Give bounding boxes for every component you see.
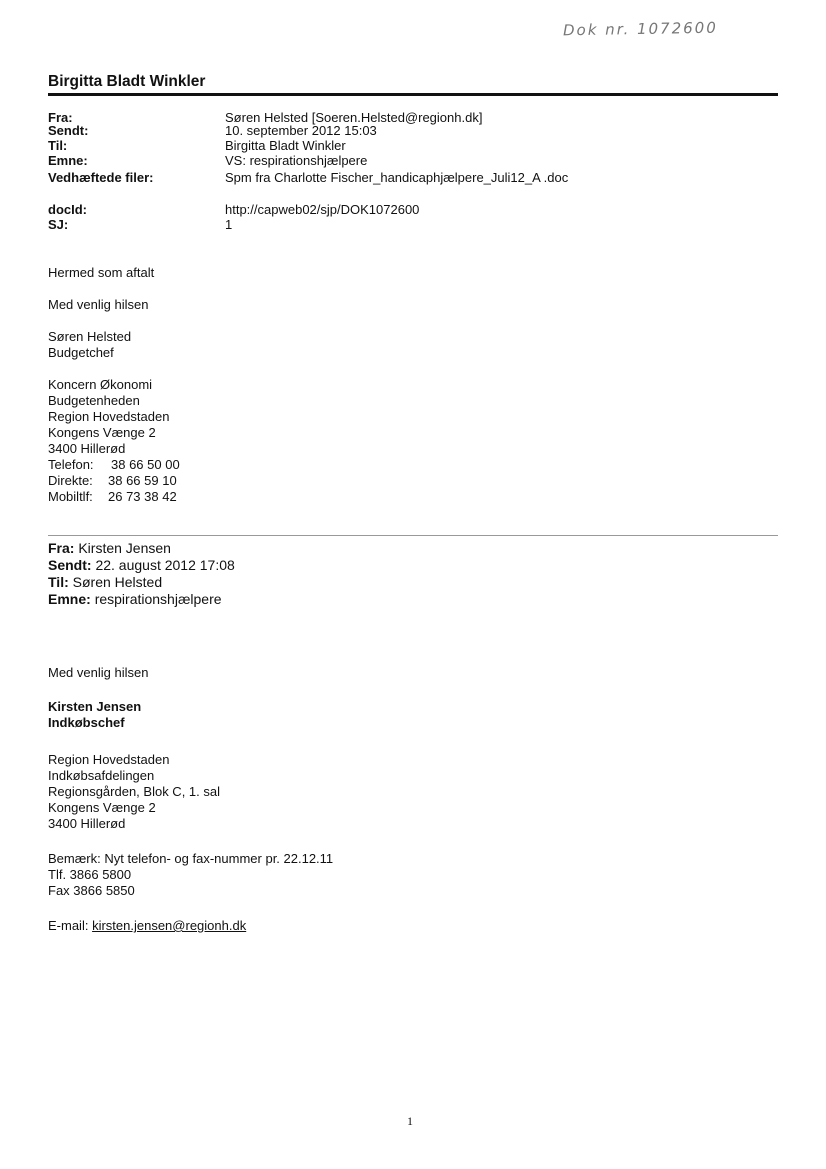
fwd-address-line: Kongens Vænge 2 [48,800,156,815]
sender-name: Søren Helsted [48,329,132,344]
handwritten-doc-number: Dok nr. 1072600 [562,18,718,40]
fwd-contact-line: Tlf. 3866 5800 [48,867,132,882]
fwd-email-link[interactable]: kirsten.jensen@regionh.dk [92,918,247,933]
fwd-email-row [48,918,246,934]
fwd-to-row [48,574,162,591]
meta-label-docid: docId: [48,202,87,217]
fwd-sent-row [48,557,235,574]
body-greeting: Med venlig hilsen [48,297,149,312]
header-label-sent: Sendt: [48,123,89,138]
phone-value: 38 66 59 10 [108,473,177,488]
meta-label-sj: SJ: [48,217,69,232]
fwd-subject-label: Emne: [48,591,91,607]
fwd-from-label: Fra: [48,540,75,556]
header-label-attachments: Vedhæftede filer: [48,170,154,185]
fwd-contact-line: Fax 3866 5850 [48,883,135,898]
header-rule [48,93,778,96]
body-intro: Hermed som aftalt [48,265,155,280]
header-label-to: Til: [48,138,68,153]
phone-label: Mobiltlf: [48,489,93,504]
org-line: Koncern Økonomi [48,377,153,392]
header-value-to: Birgitta Bladt Winkler [225,138,346,153]
fwd-address-line: Regionsgården, Blok C, 1. sal [48,784,220,799]
page-number: 1 [407,1114,413,1128]
fwd-address-line: 3400 Hillerød [48,816,126,831]
meta-value-sj: 1 [225,217,233,232]
org-line: Kongens Vænge 2 [48,425,156,440]
fwd-sent-value: 22. august 2012 17:08 [95,557,235,573]
fwd-signature-title: Indkøbschef [48,715,125,730]
org-line: Budgetenheden [48,393,140,408]
fwd-subject-row [48,591,222,608]
header-label-subject: Emne: [48,153,88,168]
fwd-to-label: Til: [48,574,69,590]
sender-title: Budgetchef [48,345,114,360]
fwd-address-line: Region Hovedstaden [48,752,170,767]
header-value-attachments[interactable]: Spm fra Charlotte Fischer_handicaphjælpere_Juli12_A .doc [225,170,569,185]
meta-value-docid: http://capweb02/sjp/DOK1072600 [225,202,420,217]
forward-separator [48,535,778,536]
fwd-contact-line: Bemærk: Nyt telefon- og fax-nummer pr. 22.12.11 [48,851,334,866]
fwd-from-value: Kirsten Jensen [78,540,171,556]
header-value-sent: 10. september 2012 15:03 [225,123,377,138]
mailbox-owner-name: Birgitta Bladt Winkler [48,73,206,90]
org-line: Region Hovedstaden [48,409,170,424]
fwd-email-label: E-mail: [48,918,89,933]
fwd-to-value: Søren Helsted [72,574,163,590]
phone-label: Telefon: [48,457,94,472]
header-label-from: Fra: [48,110,73,125]
fwd-sent-label: Sendt: [48,557,92,573]
fwd-signature-name: Kirsten Jensen [48,699,142,714]
fwd-greeting: Med venlig hilsen [48,665,149,680]
header-value-subject: VS: respirationshjælpere [225,153,368,168]
phone-value: 26 73 38 42 [108,489,177,504]
phone-value: 38 66 50 00 [111,457,180,472]
phone-label: Direkte: [48,473,93,488]
fwd-from-row [48,540,171,557]
org-line: 3400 Hillerød [48,441,126,456]
fwd-address-line: Indkøbsafdelingen [48,768,155,783]
fwd-subject-value: respirationshjælpere [94,591,222,607]
header-value-from: Søren Helsted [Soeren.Helsted@regionh.dk] [225,110,483,125]
